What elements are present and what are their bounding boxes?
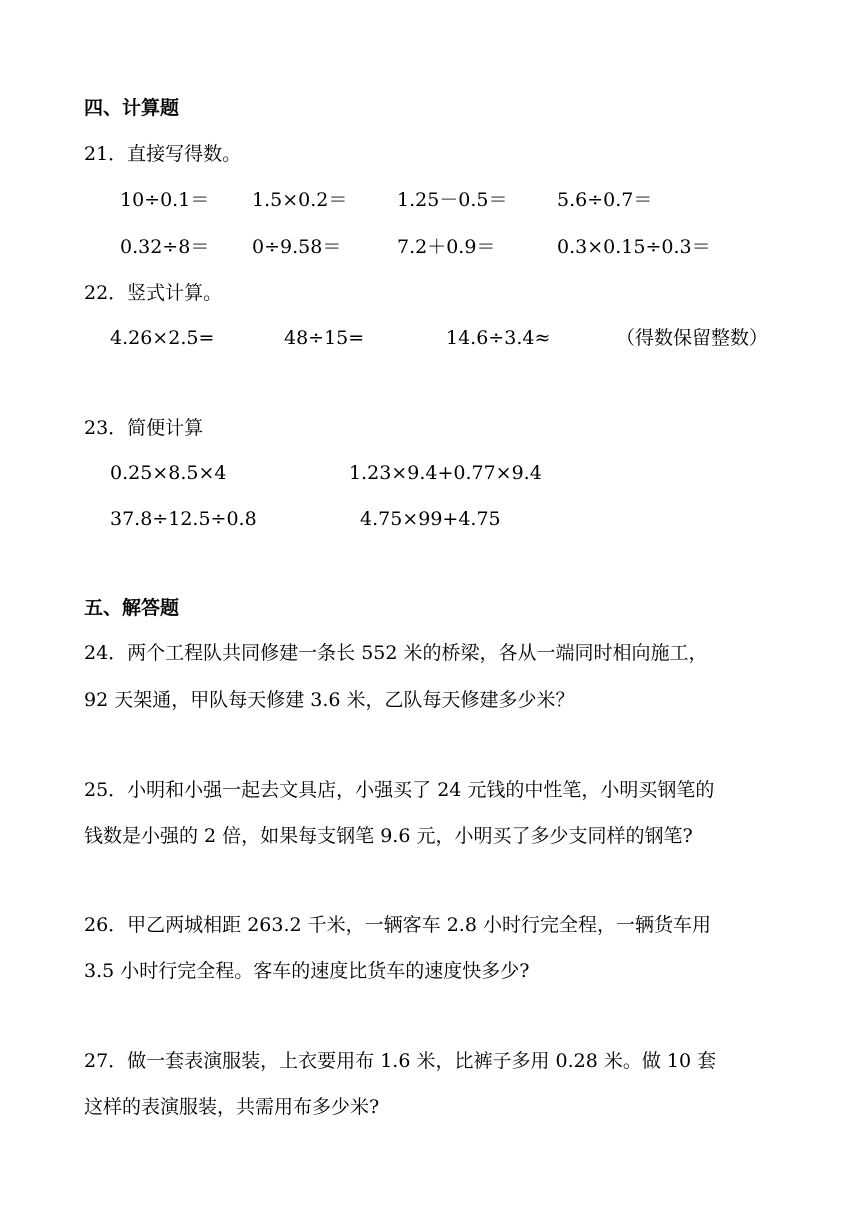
question-27-line-2: 这样的表演服装，共需用布多少米?: [84, 1096, 380, 1118]
q21-expr-8: 0.3×0.15÷0.3＝: [557, 236, 711, 258]
q23-expr-4: 4.75×99+4.75: [360, 508, 501, 530]
question-22-label: 22．竖式计算。: [84, 282, 223, 304]
q23-expr-1: 0.25×8.5×4: [110, 462, 227, 484]
question-25-line-2: 钱数是小强的 2 倍，如果每支钢笔 9.6 元，小明买了多少支同样的钢笔?: [84, 825, 693, 847]
q23-expr-3: 37.8÷12.5÷0.8: [110, 508, 257, 530]
question-26-line-2: 3.5 小时行完全程。客车的速度比货车的速度快多少?: [84, 960, 530, 982]
question-27-line-1: 27．做一套表演服装，上衣要用布 1.6 米，比裤子多用 0.28 米。做 10 套: [84, 1050, 717, 1072]
q21-expr-1: 10÷0.1＝: [120, 189, 210, 211]
q22-expr-2: 48÷15=: [284, 327, 365, 349]
q21-expr-2: 1.5×0.2＝: [252, 189, 348, 211]
q23-expr-2: 1.23×9.4+0.77×9.4: [349, 462, 542, 484]
q22-expr-3: 14.6÷3.4≈: [446, 327, 551, 349]
question-24-line-2: 92 天架通，甲队每天修建 3.6 米，乙队每天修建多少米？: [84, 689, 575, 711]
question-24-line-1: 24．两个工程队共同修建一条长 552 米的桥梁，各从一端同时相向施工，: [84, 642, 708, 664]
q21-expr-3: 1.25－0.5＝: [397, 189, 508, 211]
section-5-title: 五、解答题: [84, 597, 180, 619]
q21-expr-4: 5.6÷0.7＝: [557, 189, 653, 211]
question-23-label: 23．简便计算: [84, 417, 204, 439]
q21-expr-7: 7.2＋0.9＝: [397, 236, 496, 258]
q21-expr-6: 0÷9.58＝: [252, 236, 342, 258]
q22-note: （得数保留整数）: [616, 327, 769, 349]
question-21-label: 21．直接写得数。: [84, 143, 242, 165]
section-4-title: 四、计算题: [84, 97, 180, 119]
q21-expr-5: 0.32÷8＝: [120, 236, 210, 258]
q22-expr-1: 4.26×2.5=: [110, 327, 215, 349]
question-25-line-1: 25．小明和小强一起去文具店，小强买了 24 元钱的中性笔，小明买钢笔的: [84, 779, 715, 801]
question-26-line-1: 26．甲乙两城相距 263.2 千米，一辆客车 2.8 小时行完全程，一辆货车用: [84, 914, 711, 936]
